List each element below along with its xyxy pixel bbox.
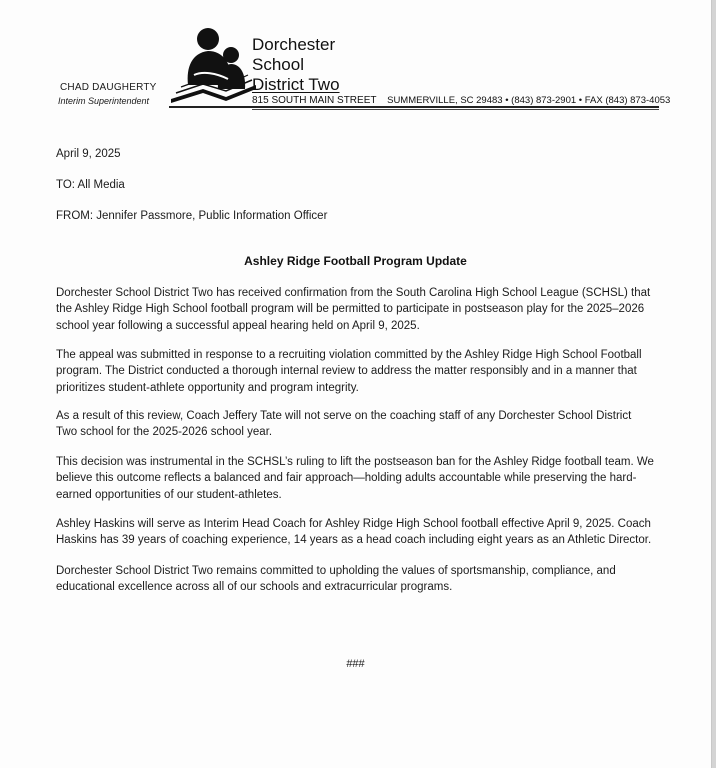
paragraph-line: believe this outcome reflects a balanced and fair approach—holding adults accountable while preserving the hard- [56, 472, 637, 485]
paragraph-line: The appeal was submitted in response to a recruiting violation committed by the Ashley Ridge High School Football [56, 349, 642, 361]
paragraph-line: Two school for the 2025-2026 school year. [56, 426, 273, 439]
memo-date: April 9, 2025 [56, 148, 121, 160]
paragraph-line: the Ashley Ridge High School football program will be permitted to participate in postseason play for the 2025–2026 [56, 303, 645, 316]
paragraph [56, 347, 666, 396]
memo-from: FROM: Jennifer Passmore, Public Information Officer [56, 210, 328, 222]
headline: Ashley Ridge Football Program Update [244, 254, 467, 268]
paragraph [56, 408, 666, 441]
letterhead-rule [169, 106, 659, 108]
paragraph-line: As a result of this review, Coach Jeffery Tate will not serve on the coaching staff of any Dorchester School District [56, 410, 632, 422]
paragraph-line: Dorchester School District Two has received confirmation from the South Carolina High School League (SCHSL) that [56, 287, 651, 299]
address-contact: SUMMERVILLE, SC 29483 • (843) 873-2901 • FAX (843) 873-4053 [387, 95, 671, 106]
paragraph-line: prioritizes student-athlete opportunity and program integrity. [56, 381, 359, 394]
org-name-line: Dorchester [252, 35, 336, 54]
org-name-line: District Two [252, 75, 340, 94]
paragraph-line: earned opportunities of our student-athletes. [56, 488, 282, 501]
paragraph-line: program. The District conducted a thorough internal review to address the matter responsibly and in a manner that [56, 365, 637, 378]
paragraph-line: Dorchester School District Two remains committed to upholding the values of sportsmanship, compliance, and [56, 565, 616, 577]
address-line [252, 95, 670, 106]
district-logo-icon [168, 27, 258, 107]
paragraph-line: Haskins has 39 years of coaching experience, 14 years as a head coach including eight years as an Athletic Director. [56, 534, 652, 547]
paragraph-line: educational excellence across all of our schools and extracurricular programs. [56, 581, 453, 594]
memo-to: TO: All Media [56, 179, 125, 191]
paragraph [56, 454, 666, 503]
org-name-line: School [252, 55, 304, 74]
organization-name [252, 35, 340, 95]
address-street: 815 SOUTH MAIN STREET [252, 95, 377, 106]
superintendent-name: CHAD DAUGHERTY [60, 82, 157, 93]
letterhead-rule-thin [252, 109, 659, 110]
paragraph [56, 285, 666, 334]
end-mark: ### [346, 658, 365, 670]
paragraph-line: This decision was instrumental in the SCHSL’s ruling to lift the postseason ban for the Ashley Ridge football team. We [56, 456, 654, 468]
paragraph-line: Ashley Haskins will serve as Interim Head Coach for Ashley Ridge High School football effective April 9, 2025. Coach [56, 518, 651, 530]
paragraph [56, 516, 666, 549]
paragraph-line: school year following a successful appeal hearing held on April 9, 2025. [56, 319, 420, 332]
superintendent-title: Interim Superintendent [58, 96, 150, 106]
paragraph [56, 563, 666, 596]
